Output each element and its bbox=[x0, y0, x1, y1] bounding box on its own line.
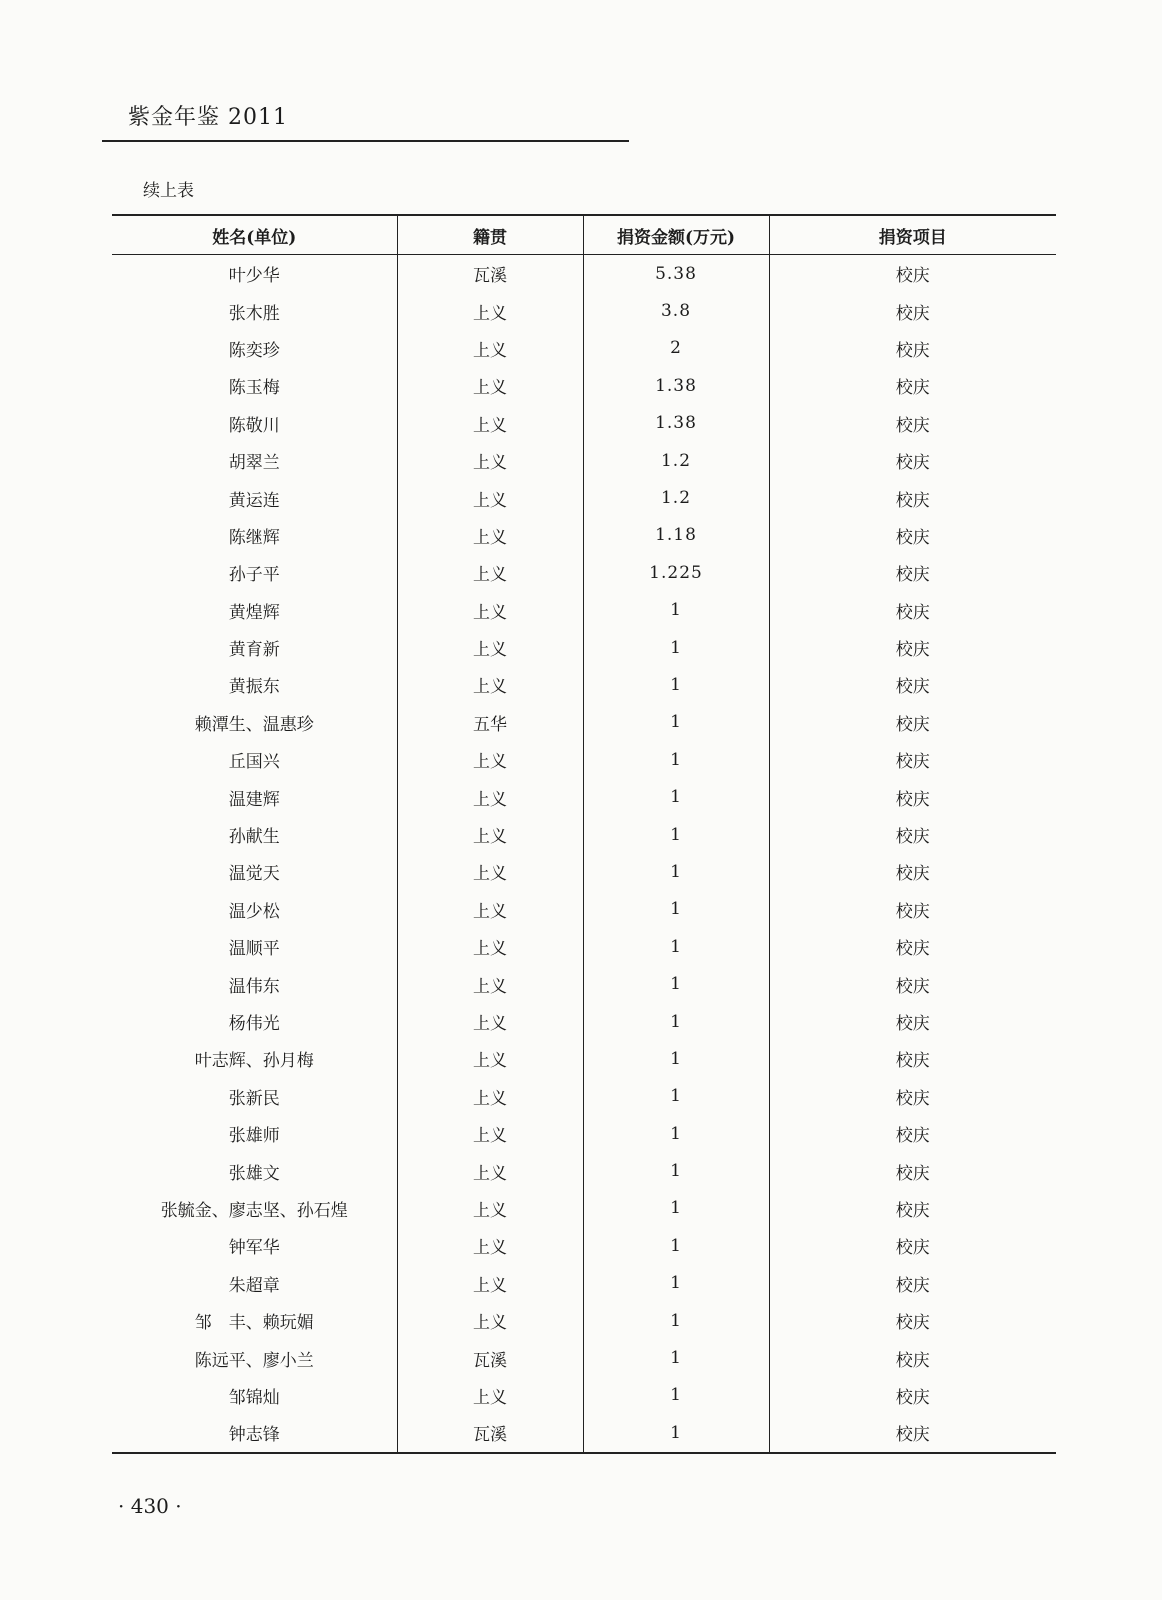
table-row bbox=[112, 442, 1056, 479]
cell-name: 孙子平 bbox=[228, 565, 280, 586]
cell-name: 丘国兴 bbox=[228, 752, 280, 773]
table-row bbox=[112, 1190, 1056, 1227]
cell-name: 钟志锋 bbox=[228, 1425, 280, 1446]
cell-amount: 1 bbox=[583, 741, 769, 778]
cell-hometown: 上义 bbox=[397, 741, 583, 778]
cell-hometown: 上义 bbox=[397, 1078, 583, 1115]
table-row bbox=[112, 1339, 1056, 1376]
cell-hometown: 上义 bbox=[397, 853, 583, 890]
cell-name: 陈玉梅 bbox=[228, 378, 280, 399]
cell-amount: 1 bbox=[583, 1078, 769, 1115]
cell-hometown: 瓦溪 bbox=[397, 1339, 583, 1376]
cell-project: 校庆 bbox=[769, 1414, 1056, 1452]
cell-hometown: 上义 bbox=[397, 1040, 583, 1077]
cell-amount: 1 bbox=[583, 1414, 769, 1452]
cell-name: 孙献生 bbox=[228, 827, 280, 848]
column-header-amount: 捐资金额(万元) bbox=[583, 215, 769, 255]
cell-hometown: 上义 bbox=[397, 1377, 583, 1414]
cell-amount: 1 bbox=[583, 1339, 769, 1376]
cell-hometown: 上义 bbox=[397, 1227, 583, 1264]
table-row bbox=[112, 1414, 1056, 1452]
cell-project: 校庆 bbox=[769, 928, 1056, 965]
cell-amount: 1 bbox=[583, 1190, 769, 1227]
cell-amount: 1.38 bbox=[583, 405, 769, 442]
cell-hometown: 上义 bbox=[397, 928, 583, 965]
cell-project: 校庆 bbox=[769, 704, 1056, 741]
cell-name: 温少松 bbox=[228, 901, 280, 922]
cell-name: 陈敬川 bbox=[228, 415, 280, 436]
cell-hometown: 上义 bbox=[397, 554, 583, 591]
cell-project: 校庆 bbox=[769, 554, 1056, 591]
cell-project: 校庆 bbox=[769, 292, 1056, 329]
cell-hometown: 上义 bbox=[397, 1302, 583, 1339]
cell-name: 赖潭生、温惠珍 bbox=[194, 714, 314, 735]
cell-amount: 1 bbox=[583, 1115, 769, 1152]
table-row bbox=[112, 666, 1056, 703]
table-row bbox=[112, 778, 1056, 815]
table-row bbox=[112, 1003, 1056, 1040]
cell-hometown: 上义 bbox=[397, 1003, 583, 1040]
cell-project: 校庆 bbox=[769, 479, 1056, 516]
cell-name: 陈奕珍 bbox=[228, 340, 280, 361]
column-header-name: 姓名(单位) bbox=[112, 215, 397, 255]
cell-hometown: 瓦溪 bbox=[397, 1414, 583, 1452]
cell-hometown: 五华 bbox=[397, 704, 583, 741]
table-caption: 续上表 bbox=[143, 181, 194, 201]
cell-hometown: 上义 bbox=[397, 367, 583, 404]
table-row bbox=[112, 517, 1056, 554]
cell-amount: 1.2 bbox=[583, 442, 769, 479]
cell-hometown: 上义 bbox=[397, 1152, 583, 1189]
table-row bbox=[112, 853, 1056, 890]
cell-hometown: 上义 bbox=[397, 405, 583, 442]
table-row bbox=[112, 741, 1056, 778]
cell-hometown: 上义 bbox=[397, 592, 583, 629]
cell-name: 杨伟光 bbox=[228, 1014, 280, 1034]
cell-name: 叶志辉、孙月梅 bbox=[194, 1051, 314, 1072]
cell-project: 校庆 bbox=[769, 1265, 1056, 1302]
cell-project: 校庆 bbox=[769, 1152, 1056, 1189]
cell-name: 黄育新 bbox=[228, 640, 280, 661]
table-row bbox=[112, 592, 1056, 629]
table-row bbox=[112, 554, 1056, 591]
cell-name: 温觉天 bbox=[228, 864, 280, 885]
cell-name: 张雄师 bbox=[228, 1126, 280, 1147]
cell-amount: 1 bbox=[583, 1227, 769, 1264]
cell-hometown: 上义 bbox=[397, 1265, 583, 1302]
cell-project: 校庆 bbox=[769, 1040, 1056, 1077]
cell-amount: 2 bbox=[583, 330, 769, 367]
cell-project: 校庆 bbox=[769, 255, 1056, 293]
cell-amount: 1.18 bbox=[583, 517, 769, 554]
cell-project: 校庆 bbox=[769, 592, 1056, 629]
cell-project: 校庆 bbox=[769, 1227, 1056, 1264]
cell-hometown: 瓦溪 bbox=[397, 255, 583, 293]
cell-hometown: 上义 bbox=[397, 891, 583, 928]
cell-hometown: 上义 bbox=[397, 1115, 583, 1152]
table-row bbox=[112, 965, 1056, 1002]
cell-project: 校庆 bbox=[769, 853, 1056, 890]
cell-project: 校庆 bbox=[769, 666, 1056, 703]
cell-amount: 1 bbox=[583, 1377, 769, 1414]
cell-project: 校庆 bbox=[769, 1115, 1056, 1152]
cell-amount: 1.225 bbox=[583, 554, 769, 591]
table-row bbox=[112, 1115, 1056, 1152]
cell-name: 钟军华 bbox=[228, 1238, 280, 1259]
table-row bbox=[112, 1265, 1056, 1302]
cell-hometown: 上义 bbox=[397, 778, 583, 815]
cell-hometown: 上义 bbox=[397, 965, 583, 1002]
cell-amount: 1.38 bbox=[583, 367, 769, 404]
cell-amount: 1 bbox=[583, 629, 769, 666]
cell-project: 校庆 bbox=[769, 367, 1056, 404]
cell-name: 朱超章 bbox=[228, 1275, 280, 1296]
cell-amount: 1.2 bbox=[583, 479, 769, 516]
cell-amount: 1 bbox=[583, 928, 769, 965]
cell-name: 温建辉 bbox=[228, 789, 280, 810]
cell-name: 黄运连 bbox=[228, 490, 280, 511]
cell-name: 邹锦灿 bbox=[228, 1387, 280, 1408]
cell-project: 校庆 bbox=[769, 778, 1056, 815]
cell-hometown: 上义 bbox=[397, 442, 583, 479]
table-row bbox=[112, 1152, 1056, 1189]
donation-table bbox=[112, 214, 1056, 1454]
cell-name: 陈远平、廖小兰 bbox=[194, 1350, 314, 1371]
cell-name: 叶少华 bbox=[228, 266, 280, 287]
cell-project: 校庆 bbox=[769, 891, 1056, 928]
header-rule bbox=[102, 140, 629, 142]
cell-name: 张新民 bbox=[228, 1088, 280, 1109]
table-row bbox=[112, 330, 1056, 367]
cell-amount: 1 bbox=[583, 1302, 769, 1339]
cell-project: 校庆 bbox=[769, 965, 1056, 1002]
table-header-row bbox=[112, 215, 1056, 255]
cell-hometown: 上义 bbox=[397, 517, 583, 554]
cell-amount: 1 bbox=[583, 853, 769, 890]
table-row bbox=[112, 405, 1056, 442]
table-row bbox=[112, 816, 1056, 853]
cell-hometown: 上义 bbox=[397, 1190, 583, 1227]
cell-project: 校庆 bbox=[769, 1078, 1056, 1115]
cell-name: 胡翠兰 bbox=[228, 453, 280, 474]
cell-amount: 1 bbox=[583, 704, 769, 741]
running-header-title: 紫金年鉴 2011 bbox=[128, 105, 288, 130]
table-row bbox=[112, 1227, 1056, 1264]
cell-name: 张木胜 bbox=[228, 303, 280, 324]
cell-amount: 1 bbox=[583, 1003, 769, 1040]
table-row bbox=[112, 1302, 1056, 1339]
cell-project: 校庆 bbox=[769, 1003, 1056, 1040]
cell-name: 温伟东 bbox=[228, 976, 280, 997]
cell-project: 校庆 bbox=[769, 816, 1056, 853]
cell-amount: 1 bbox=[583, 1265, 769, 1302]
cell-name: 邹 丰、赖玩媚 bbox=[194, 1313, 314, 1334]
table-row bbox=[112, 255, 1056, 293]
table-row bbox=[112, 704, 1056, 741]
cell-name: 黄振东 bbox=[228, 677, 280, 698]
cell-hometown: 上义 bbox=[397, 816, 583, 853]
cell-amount: 1 bbox=[583, 891, 769, 928]
cell-project: 校庆 bbox=[769, 1190, 1056, 1227]
cell-amount: 1 bbox=[583, 816, 769, 853]
cell-project: 校庆 bbox=[769, 405, 1056, 442]
cell-amount: 1 bbox=[583, 1152, 769, 1189]
cell-project: 校庆 bbox=[769, 442, 1056, 479]
cell-hometown: 上义 bbox=[397, 479, 583, 516]
table-row bbox=[112, 479, 1056, 516]
table-row bbox=[112, 1040, 1056, 1077]
cell-hometown: 上义 bbox=[397, 292, 583, 329]
table-row bbox=[112, 292, 1056, 329]
cell-project: 校庆 bbox=[769, 629, 1056, 666]
table-row bbox=[112, 1078, 1056, 1115]
cell-amount: 1 bbox=[583, 1040, 769, 1077]
cell-amount: 1 bbox=[583, 592, 769, 629]
cell-project: 校庆 bbox=[769, 1302, 1056, 1339]
cell-project: 校庆 bbox=[769, 330, 1056, 367]
page-number: · 430 · bbox=[118, 1494, 182, 1518]
cell-name: 黄煌辉 bbox=[228, 602, 280, 623]
table-body bbox=[112, 255, 1056, 1453]
cell-name: 温顺平 bbox=[228, 939, 280, 960]
cell-amount: 1 bbox=[583, 666, 769, 703]
cell-project: 校庆 bbox=[769, 1377, 1056, 1414]
cell-amount: 5.38 bbox=[583, 255, 769, 293]
cell-name: 张毓金、廖志坚、孙石煌 bbox=[160, 1200, 348, 1221]
cell-project: 校庆 bbox=[769, 517, 1056, 554]
table-row bbox=[112, 1377, 1056, 1414]
cell-project: 校庆 bbox=[769, 1339, 1056, 1376]
cell-amount: 1 bbox=[583, 965, 769, 1002]
table-row bbox=[112, 367, 1056, 404]
column-header-hometown: 籍贯 bbox=[397, 215, 583, 255]
cell-project: 校庆 bbox=[769, 741, 1056, 778]
table-row bbox=[112, 928, 1056, 965]
cell-name: 张雄文 bbox=[228, 1163, 280, 1184]
cell-amount: 1 bbox=[583, 778, 769, 815]
donation-table-container bbox=[112, 214, 1056, 1454]
column-header-project: 捐资项目 bbox=[769, 215, 1056, 255]
table-row bbox=[112, 891, 1056, 928]
table-row bbox=[112, 629, 1056, 666]
cell-hometown: 上义 bbox=[397, 330, 583, 367]
cell-hometown: 上义 bbox=[397, 629, 583, 666]
cell-amount: 3.8 bbox=[583, 292, 769, 329]
cell-hometown: 上义 bbox=[397, 666, 583, 703]
cell-name: 陈继辉 bbox=[228, 527, 280, 548]
